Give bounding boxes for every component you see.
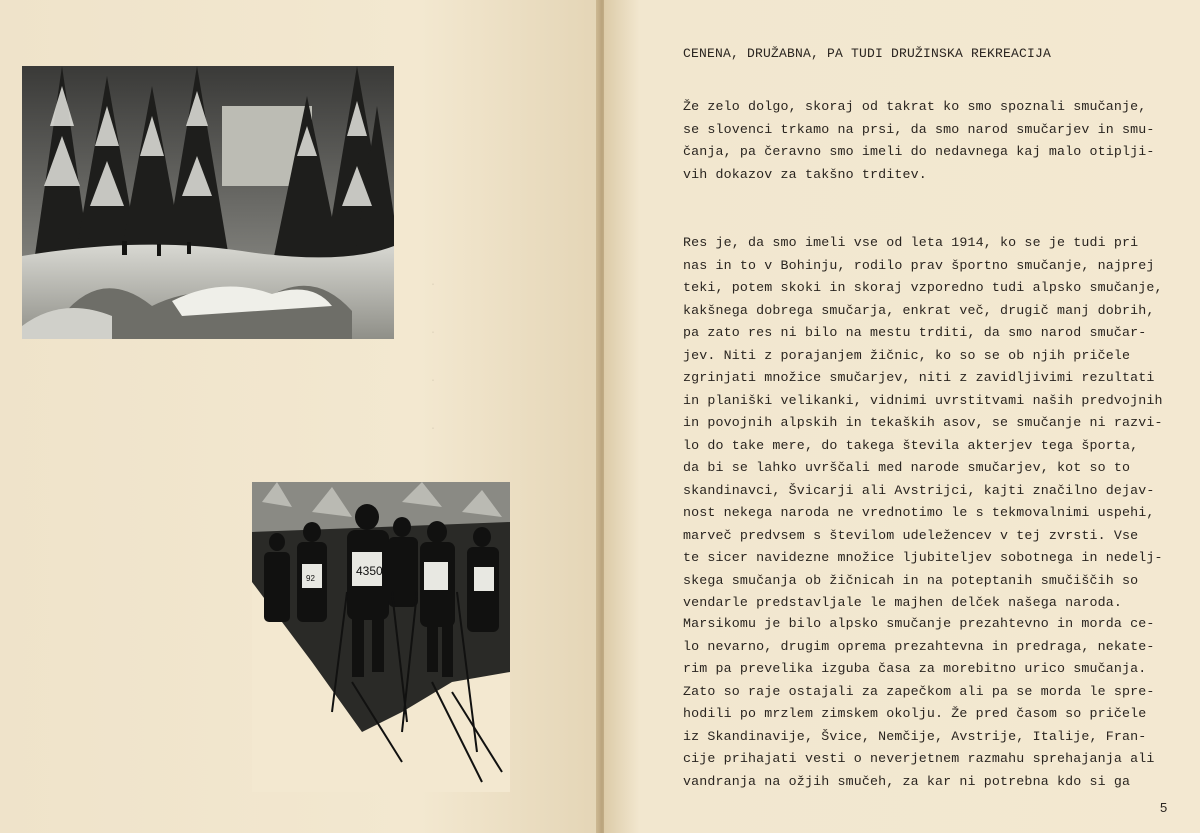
text-line: skandinavci, Švicarji ali Avstrijci, kajti značilno dejav- xyxy=(683,482,1155,498)
text-line: Res je, da smo imeli vse od leta 1914, ko se je tudi pri xyxy=(683,235,1139,250)
text-line: teki, potem skoki in skoraj vzporedno tudi alpsko smučanje, xyxy=(683,280,1163,295)
text-line: kakšnega dobrega smučarja, enkrat več, drugič manj dobrih, xyxy=(683,302,1155,318)
paragraph-3 xyxy=(683,613,1153,793)
cross-country-skiers-photo xyxy=(252,482,510,792)
text-line: rim pa prevelika izguba časa za morebitno urico smučanja. xyxy=(683,661,1147,676)
text-line: in povojnih alpskih in tekaških asov, se smučanje ni razvi- xyxy=(683,415,1163,430)
snowy-forest-photo xyxy=(22,66,394,339)
text-line: in planiški velikanki, vidnimi uvrstitvami naših predvojnih xyxy=(683,392,1163,408)
text-line: vandranja na ožjih smučeh, za kar ni potrebna kdo si ga xyxy=(683,773,1131,789)
section-heading: CENENA, DRUŽABNA, PA TUDI DRUŽINSKA REKREACIJA xyxy=(683,46,1052,61)
text-line: čanja, pa čeravno smo imeli do nedavnega kaj malo otiplji- xyxy=(683,144,1155,159)
text-line: Zato so raje ostajali za zapečkom ali pa se morda le spre- xyxy=(683,683,1155,699)
text-line: hodili po mrzlem zimskem okolju. Že pred časom so pričele xyxy=(683,706,1147,721)
page-number: 5 xyxy=(1160,800,1168,815)
text-line: nas in to v Bohinju, rodilo prav športno smučanje, najprej xyxy=(683,257,1155,273)
text-line: skega smučanja ob žičnicah in na poteptanih smučiščih so xyxy=(683,572,1139,588)
paragraph-2 xyxy=(683,232,1163,615)
show-through-from-previous-page: · · · · xyxy=(430,280,437,435)
text-line: vendarle predstavljale le majhen delček našega naroda. xyxy=(683,595,1122,610)
text-line: iz Skandinavije, Švice, Nemčije, Avstrije, Italije, Fran- xyxy=(683,728,1147,744)
text-line: nost nekega naroda ne vrednotimo le s tekmovalnimi uspehi, xyxy=(683,505,1155,520)
svg-text:4350: 4350 xyxy=(356,564,383,578)
text-line: lo nevarno, drugim oprema prezahtevna in predraga, nekate- xyxy=(683,638,1155,654)
svg-text:92: 92 xyxy=(306,574,315,583)
paragraph-1 xyxy=(683,96,1153,186)
text-line: da bi se lahko uvrščali med narode smučarjev, kot so to xyxy=(683,460,1131,475)
text-line: Marsikomu je bilo alpsko smučanje prezahtevno in morda ce- xyxy=(683,616,1155,631)
text-line: pa zato res ni bilo na mestu trditi, da smo narod smučar- xyxy=(683,325,1147,340)
text-line: vih dokazov za takšno trditev. xyxy=(683,166,927,182)
text-line: se slovenci trkamo na prsi, da smo narod smučarjev in smu- xyxy=(683,121,1155,137)
text-line: Že zelo dolgo, skoraj od takrat ko smo spoznali smučanje, xyxy=(683,99,1147,114)
text-line: jev. Niti z porajanjem žičnic, ko so se ob njih pričele xyxy=(683,347,1131,363)
text-line: lo do take mere, do takega števila akterjev tega športa, xyxy=(683,437,1139,453)
text-line: marveč predvsem s številom udeležencev v tej zvrsti. Vse xyxy=(683,527,1139,543)
text-line: cije prihajati vesti o neverjetnem razmahu sprehajanja ali xyxy=(683,751,1155,766)
text-line: zgrinjati množice smučarjev, niti z zavidljivimi rezultati xyxy=(683,370,1155,385)
text-line: te sicer navidezne množice ljubiteljev sobotnega in nedelj- xyxy=(683,550,1163,565)
